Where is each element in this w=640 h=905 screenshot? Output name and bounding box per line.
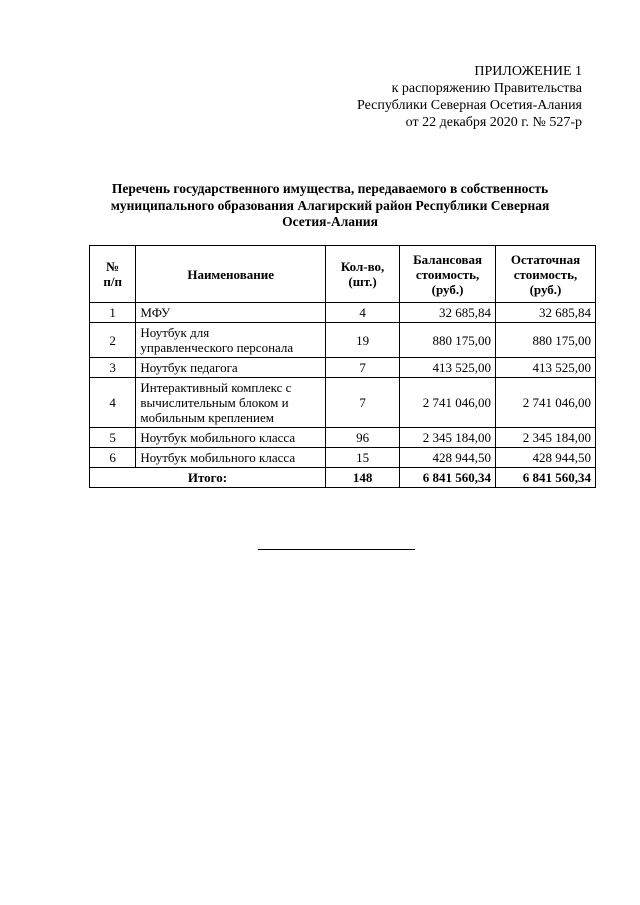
order-reference: к распоряжению Правительства — [391, 81, 582, 96]
row-quantity: 4 — [325, 303, 399, 323]
row-residual: 32 685,84 — [495, 303, 595, 323]
row-number: 1 — [90, 303, 136, 323]
total-label: Итого: — [90, 468, 326, 488]
row-number: 3 — [90, 358, 136, 378]
appendix-label: ПРИЛОЖЕНИЕ 1 — [474, 64, 582, 79]
government-name: Республики Северная Осетия-Алания — [357, 98, 582, 113]
row-balance: 2 741 046,00 — [400, 378, 496, 428]
table-row — [90, 448, 596, 468]
row-name: Ноутбук для управленческого персонала — [136, 323, 326, 358]
row-balance: 32 685,84 — [400, 303, 496, 323]
row-residual: 880 175,00 — [495, 323, 595, 358]
row-quantity: 7 — [325, 358, 399, 378]
row-residual: 2 345 184,00 — [495, 428, 595, 448]
row-quantity: 7 — [325, 378, 399, 428]
header-balance-value: Балансовая стоимость, (руб.) — [400, 246, 496, 303]
row-balance: 880 175,00 — [400, 323, 496, 358]
row-quantity: 19 — [325, 323, 399, 358]
order-date-number: от 22 декабря 2020 г. № 527-р — [405, 115, 582, 130]
row-balance: 428 944,50 — [400, 448, 496, 468]
row-name: Ноутбук мобильного класса — [136, 428, 326, 448]
header-quantity: Кол-во, (шт.) — [325, 246, 399, 303]
table-row — [90, 428, 596, 448]
table-header-row — [90, 246, 596, 303]
row-name: Ноутбук мобильного класса — [136, 448, 326, 468]
table-row — [90, 323, 596, 358]
title-line: Перечень государственного имущества, передаваемого в собственность — [111, 181, 549, 196]
table-row — [90, 358, 596, 378]
row-name: Ноутбук педагога — [136, 358, 326, 378]
row-balance: 2 345 184,00 — [400, 428, 496, 448]
row-quantity: 96 — [325, 428, 399, 448]
row-number: 6 — [90, 448, 136, 468]
row-residual: 413 525,00 — [495, 358, 595, 378]
total-balance: 6 841 560,34 — [400, 468, 496, 488]
document-title — [60, 181, 600, 231]
row-name: МФУ — [136, 303, 326, 323]
row-number: 4 — [90, 378, 136, 428]
row-balance: 413 525,00 — [400, 358, 496, 378]
property-table — [89, 245, 596, 488]
title-line: муниципального образования Алагирский район Республики Северная — [110, 197, 550, 213]
closing-rule — [258, 549, 415, 550]
total-residual: 6 841 560,34 — [495, 468, 595, 488]
table-row — [90, 303, 596, 323]
row-residual: 2 741 046,00 — [495, 378, 595, 428]
row-residual: 428 944,50 — [495, 448, 595, 468]
row-name: Интерактивный комплекс с вычислительным блоком и мобильным креплением — [136, 378, 326, 428]
total-row — [90, 468, 596, 488]
header-residual-value: Остаточная стоимость, (руб.) — [495, 246, 595, 303]
header-number: № п/п — [90, 246, 136, 303]
table-row — [90, 378, 596, 428]
appendix-header — [322, 63, 582, 131]
row-number: 5 — [90, 428, 136, 448]
row-quantity: 15 — [325, 448, 399, 468]
header-name: Наименование — [136, 246, 326, 303]
row-number: 2 — [90, 323, 136, 358]
title-line: Осетия-Алания — [282, 214, 378, 229]
total-quantity: 148 — [325, 468, 399, 488]
